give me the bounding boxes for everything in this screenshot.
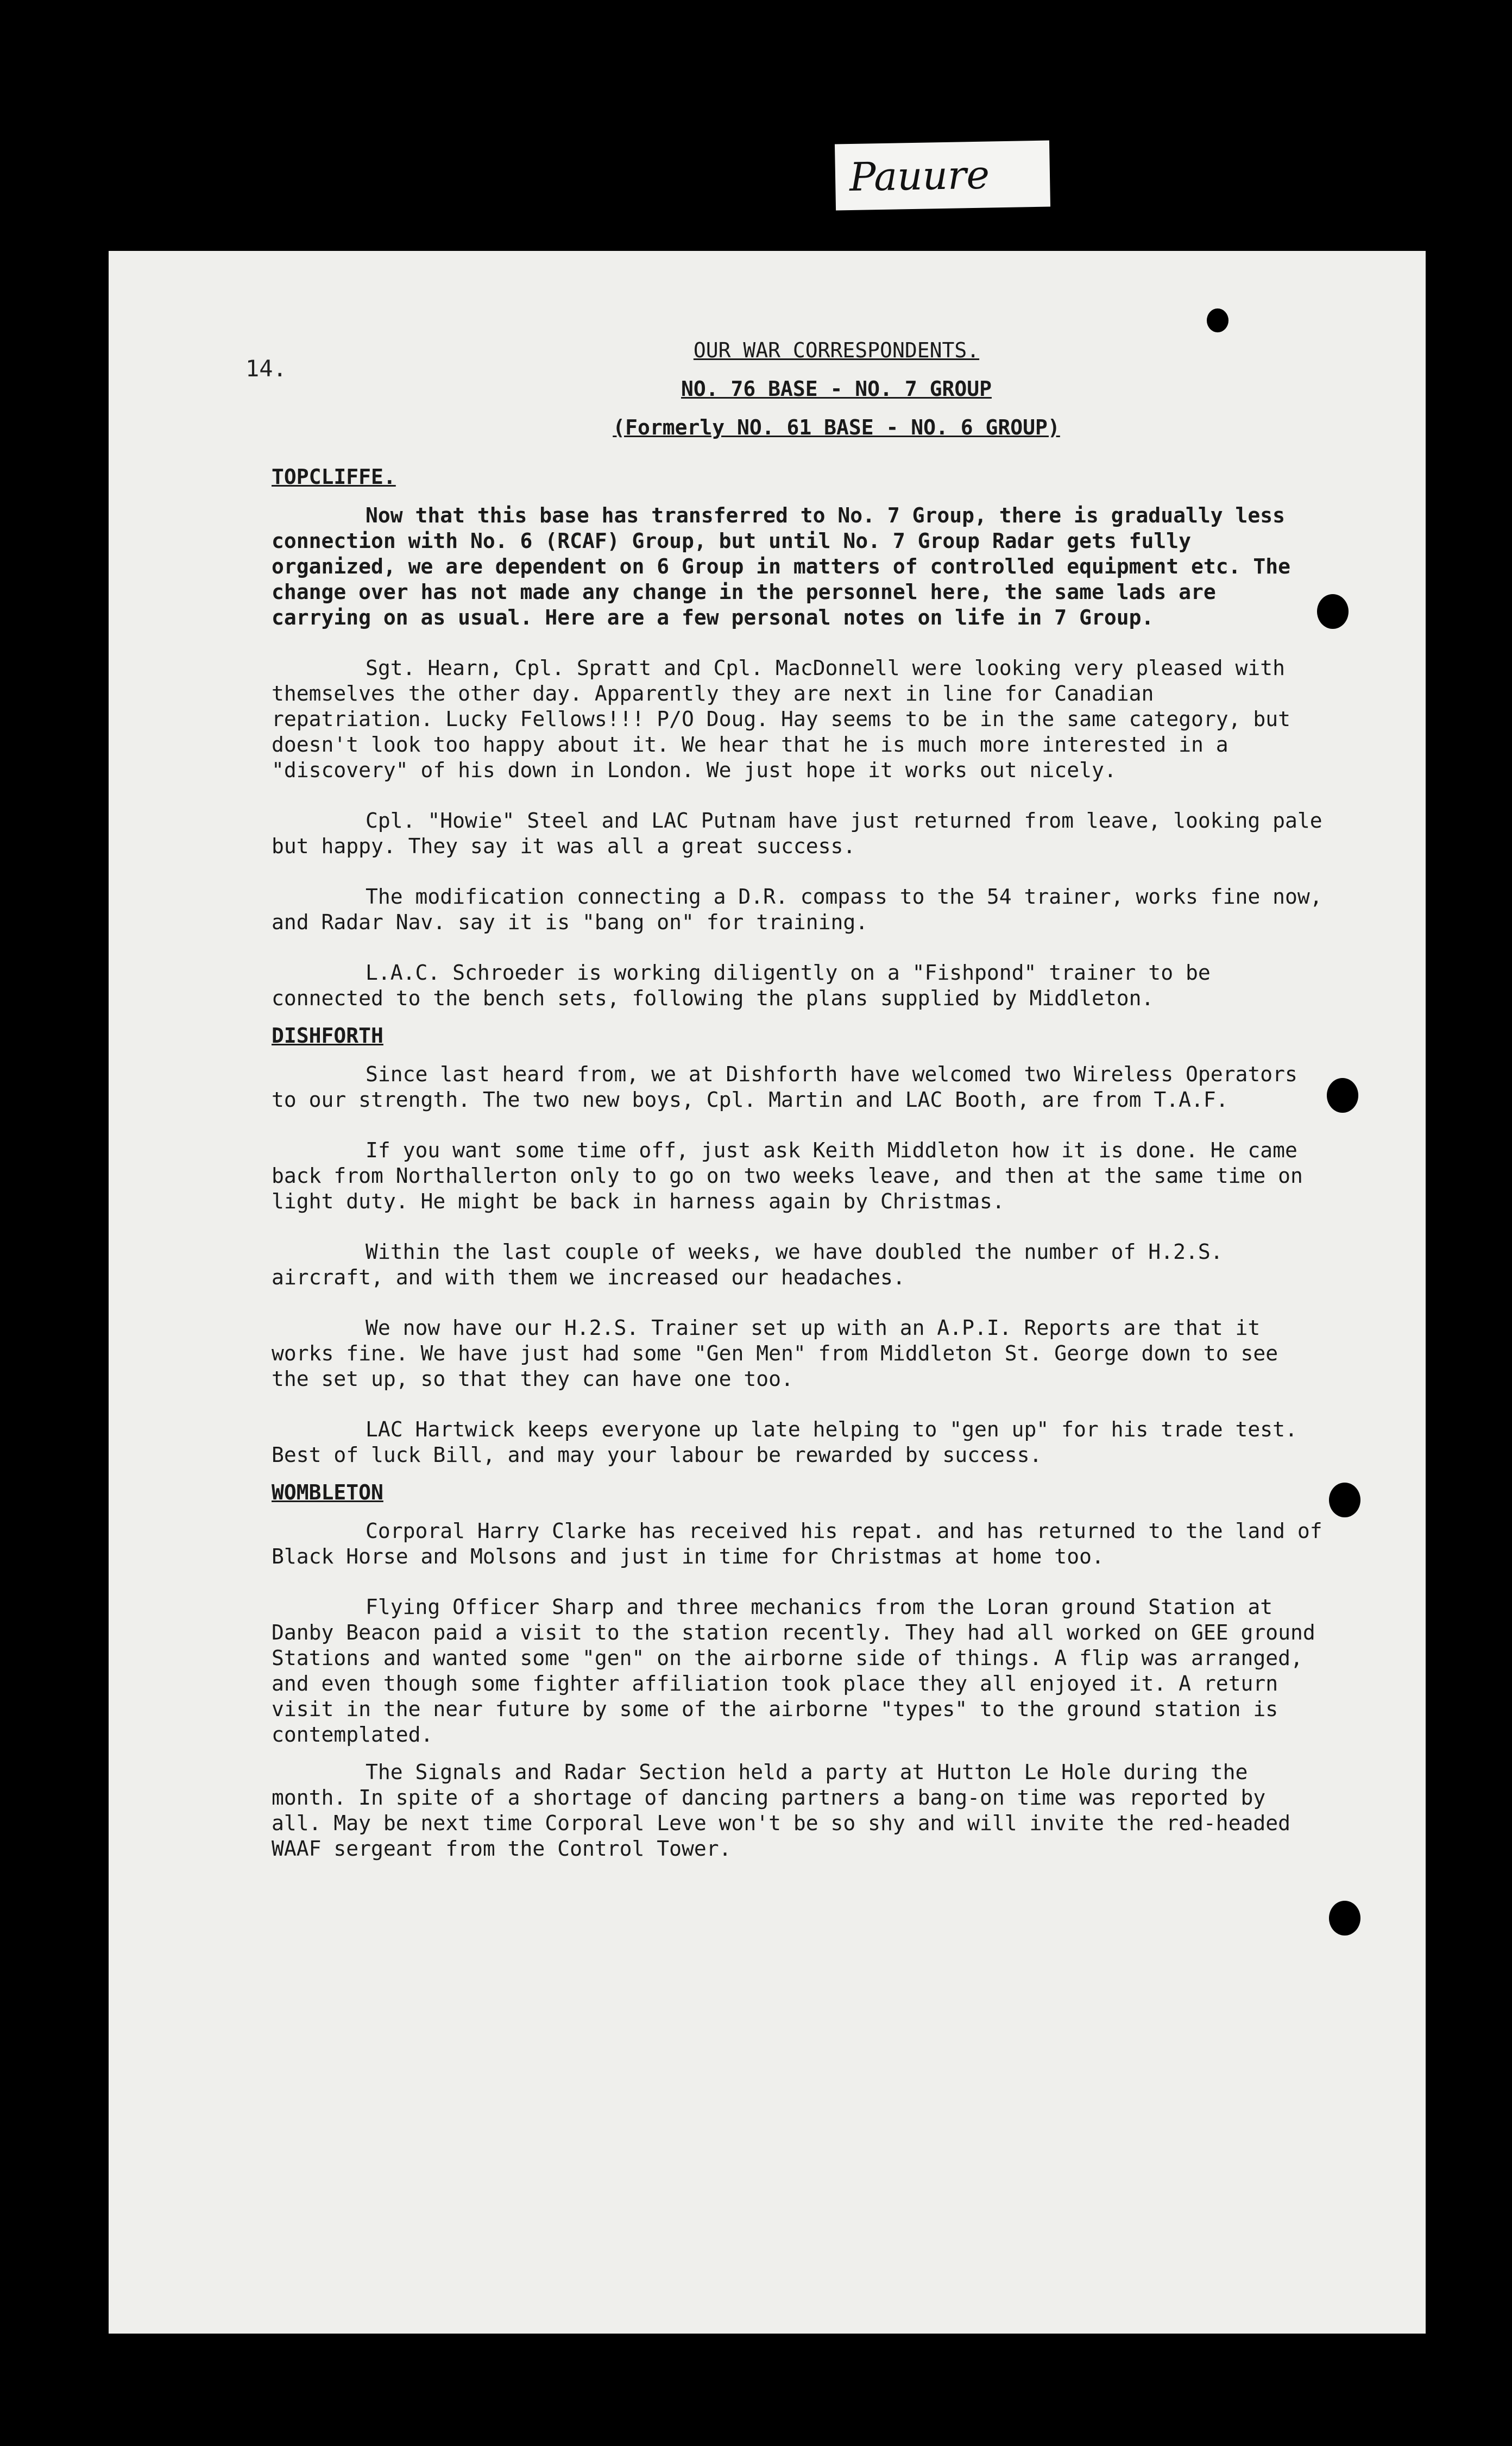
paragraph: Corporal Harry Clarke has received his repat. and has returned to the land of Black Horse and Molsons and just in time for Christmas at home too. <box>272 1519 1322 1568</box>
title-base-group: NO. 76 BASE - NO. 7 GROUP <box>681 377 992 401</box>
paragraph: LAC Hartwick keeps everyone up late helping to "gen up" for his trade test. Best of luck Bill, and may your labour be rewarded by success. <box>272 1417 1297 1467</box>
paragraph: The modification connecting a D.R. compass to the 54 trainer, works fine now, and Radar Nav. say it is "bang on" for training. <box>272 885 1322 934</box>
paragraph: If you want some time off, just ask Keith Middleton how it is done. He came back from Northallerton only to go on two weeks leave, and then at the same time on light duty. He might be back in harness again by Christmas. <box>272 1138 1303 1213</box>
paragraph: Cpl. "Howie" Steel and LAC Putnam have just returned from leave, looking pale but happy. They say it was all a great success. <box>272 809 1322 858</box>
paragraph: Sgt. Hearn, Cpl. Spratt and Cpl. MacDonnell were looking very pleased with themselves the other day. Apparently they are next in line for Canadian repatriation. Lucky Fellows!!! P/O Doug. Hay seems to be in the same category, but doesn't look too happy about it. We hear that he is much more interested in a "discovery" of his down in London. We just hope it works out nicely. <box>272 656 1290 782</box>
paragraph: We now have our H.2.S. Trainer set up with an A.P.I. Reports are that it works fine. We have just had some "Gen Men" from Middleton St. George down to see the set up, so that they can have one too. <box>272 1316 1278 1391</box>
title-our-war-correspondents: OUR WAR CORRESPONDENTS. <box>693 338 980 362</box>
punch-hole <box>1329 1483 1360 1517</box>
section-heading-wombleton: WOMBLETON <box>272 1480 383 1504</box>
page-number: 14. <box>245 355 287 382</box>
punch-hole-top <box>1207 308 1228 332</box>
paragraph: L.A.C. Schroeder is working diligently on a "Fishpond" trainer to be connected to the bench sets, following the plans supplied by Middleton. <box>272 961 1211 1010</box>
title-block <box>348 338 1325 440</box>
punch-hole <box>1329 1901 1360 1936</box>
section-heading-dishforth: DISHFORTH <box>272 1024 383 1048</box>
title-formerly: (Formerly NO. 61 BASE - NO. 6 GROUP) <box>613 415 1060 439</box>
section-heading-topcliffe: TOPCLIFFE. <box>272 465 396 489</box>
document-page <box>109 251 1426 2334</box>
punch-hole <box>1327 1078 1358 1113</box>
handwritten-tab-label: Pauure <box>835 141 1050 211</box>
paragraph: Within the last couple of weeks, we have doubled the number of H.2.S. aircraft, and with them we increased our headaches. <box>272 1240 1223 1289</box>
document-body <box>272 338 1325 1887</box>
paragraph: Since last heard from, we at Dishforth have welcomed two Wireless Operators to our strength. The two new boys, Cpl. Martin and LAC Booth, are from T.A.F. <box>272 1062 1297 1112</box>
paragraph: Now that this base has transferred to No. 7 Group, there is gradually less connection with No. 6 (RCAF) Group, but until No. 7 Group Radar gets fully organized, we are dependent on 6 Group in matters of controlled equipment etc. The change over has not made any change in the personnel here, the same lads are carrying on as usual. Here are a few personal notes on life in 7 Group. <box>272 503 1290 629</box>
paragraph: Flying Officer Sharp and three mechanics from the Loran ground Station at Danby Beacon paid a visit to the station recently. They had all worked on GEE ground Stations and wanted some "gen" on the airborne side of things. A flip was arranged, and even though some fighter affiliation took place they all enjoyed it. A return visit in the near future by some of the airborne "types" to the ground station is contemplated. <box>272 1595 1315 1747</box>
paragraph: The Signals and Radar Section held a party at Hutton Le Hole during the month. In spite of a shortage of dancing partners a bang-on time was reported by all. May be next time Corporal Leve won't be so shy and will invite the red-headed WAAF sergeant from the Control Tower. <box>272 1760 1290 1861</box>
